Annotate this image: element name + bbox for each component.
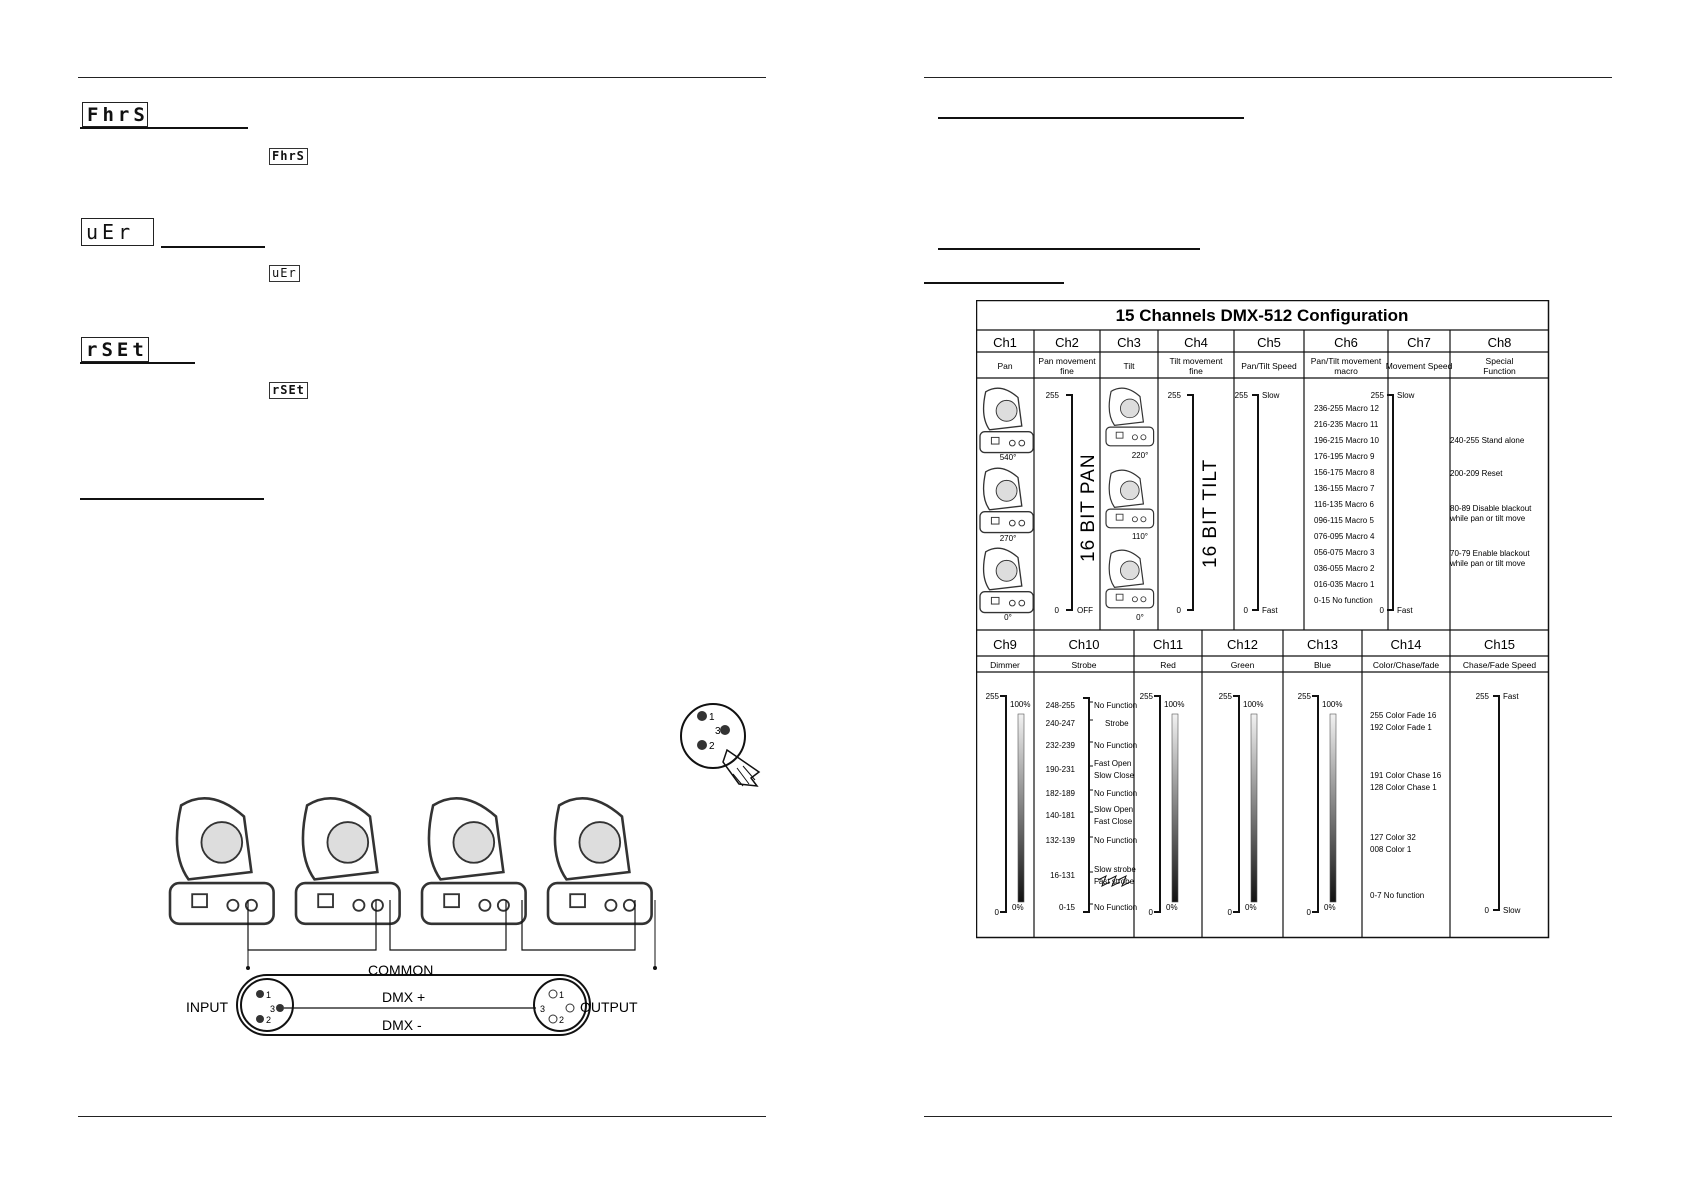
dimmer-fader-top: 255	[985, 692, 999, 701]
channel-header: Ch7	[1407, 335, 1431, 350]
color-chase-item: 128 Color Chase 1	[1370, 783, 1437, 792]
color-chase-item: 191 Color Chase 16	[1370, 771, 1442, 780]
tilt-angle-label: 0°	[1136, 613, 1144, 622]
fixture-lens	[327, 822, 368, 863]
pan-fine-off: OFF	[1077, 606, 1093, 615]
fixture-lens	[996, 480, 1017, 501]
fixture-lens	[201, 822, 242, 863]
channel-function: Function	[1483, 366, 1516, 376]
header-rule	[78, 77, 766, 78]
pin-label: 2	[709, 741, 715, 752]
channel-header: Ch8	[1487, 335, 1512, 350]
input-label: INPUT	[186, 999, 228, 1015]
macro-item: 096-115 Macro 5	[1314, 516, 1374, 525]
fixture-connector	[1009, 440, 1015, 446]
fixture-connector	[353, 900, 364, 911]
tilt-fine-vertical: 16 BIT TILT	[1200, 458, 1221, 568]
fixture-base	[422, 883, 526, 924]
green-fader-bottom: 0	[1227, 908, 1232, 917]
pt-speed-slow: Slow	[1262, 391, 1280, 400]
tilt-angle-label: 110°	[1132, 532, 1148, 541]
pan-fine-bottom: 0	[1054, 606, 1059, 615]
channel-function: Tilt	[1123, 361, 1135, 371]
strobe-label: Fast Close	[1094, 817, 1133, 826]
strobe-range: 190-231	[1045, 765, 1075, 774]
green-fader-lo: 0%	[1245, 903, 1257, 912]
dmx-plus-label: DMX +	[382, 989, 426, 1005]
fixture-connector	[1141, 435, 1146, 440]
display-ver: uEr	[81, 218, 154, 246]
channel-header: Ch6	[1334, 335, 1358, 350]
heading-underline	[938, 117, 1244, 119]
channel-function: Blue	[1313, 660, 1332, 670]
footer-rule	[924, 1116, 1612, 1117]
chase-speed-top: 255	[1475, 692, 1489, 701]
inline-display-rset: rSEt	[269, 382, 308, 399]
red-fader-gradient	[1172, 714, 1178, 902]
strobe-label: No Function	[1094, 789, 1138, 798]
fixture-lens	[579, 822, 620, 863]
dimmer-fader-hi: 100%	[1010, 700, 1031, 709]
channel-function: Pan/Tilt movement	[1310, 356, 1382, 366]
channel-function: Tilt movement	[1169, 356, 1223, 366]
fixture-socket	[318, 894, 333, 907]
pan-fine-vertical: 16 BIT PAN	[1078, 453, 1099, 562]
channel-function: Color/Chase/fade	[1372, 660, 1440, 670]
green-fader-hi: 100%	[1243, 700, 1264, 709]
color-chase-item: 192 Color Fade 1	[1370, 723, 1432, 732]
fixture-lens	[1120, 561, 1139, 580]
channel-function: Pan	[997, 361, 1013, 371]
channel-header: Ch13	[1306, 637, 1339, 652]
tilt-fine-bottom: 0	[1176, 606, 1181, 615]
macro-item: 116-135 Macro 6	[1314, 500, 1374, 509]
channel-header: Ch4	[1184, 335, 1208, 350]
fixture-connector	[1132, 597, 1137, 602]
pin-label: 3	[270, 1004, 276, 1014]
macro-item: 016-035 Macro 1	[1314, 580, 1375, 589]
green-fader-gradient	[1251, 714, 1257, 902]
fixture-lens	[996, 560, 1017, 581]
pin-label: 2	[559, 1015, 565, 1025]
fixture-connector	[1132, 435, 1137, 440]
fixture-socket	[1116, 432, 1123, 438]
heading-underline	[80, 498, 264, 500]
channel-header: Ch14	[1390, 637, 1422, 652]
move-speed-top: 255	[1370, 391, 1384, 400]
macro-item: 216-235 Macro 11	[1314, 420, 1379, 429]
red-fader-lo: 0%	[1166, 903, 1178, 912]
strobe-range: 240-247	[1045, 719, 1075, 728]
fixture-sketch	[548, 798, 652, 924]
strobe-label: Strobe	[1105, 719, 1129, 728]
channel-header: Ch5	[1257, 335, 1281, 350]
left-page	[0, 0, 842, 1191]
pan-angle-label: 0°	[1004, 613, 1012, 622]
channel-function: Pan movement	[1038, 356, 1096, 366]
fixture-base	[980, 512, 1033, 533]
heading-underline	[938, 248, 1200, 250]
channel-function: Special	[1485, 356, 1514, 366]
fixture-connector	[1009, 600, 1015, 606]
fixture-base	[1106, 509, 1154, 528]
pan-fine-top: 255	[1045, 391, 1059, 400]
macro-item: 196-215 Macro 10	[1314, 436, 1379, 445]
fixture-socket	[444, 894, 459, 907]
fixture-socket	[1116, 514, 1123, 520]
heading-underline	[924, 282, 1064, 284]
channel-header: Ch2	[1055, 335, 1079, 350]
channel-function: Red	[1160, 660, 1176, 670]
macro-item: 036-055 Macro 2	[1314, 564, 1375, 573]
fixture-connector	[227, 900, 238, 911]
fixture-socket	[991, 437, 999, 444]
channel-header: Ch10	[1068, 637, 1100, 652]
macro-item: 176-195 Macro 9	[1314, 452, 1375, 461]
channel-header: Ch1	[993, 335, 1017, 350]
fixture-lens	[453, 822, 494, 863]
pin-label: 1	[709, 712, 715, 723]
strobe-range: 0-15	[1058, 903, 1075, 912]
heading-underline	[161, 246, 265, 248]
tilt-fine-top: 255	[1167, 391, 1181, 400]
move-speed-bottom: 0	[1379, 606, 1384, 615]
strobe-label: No Function	[1094, 903, 1138, 912]
fixture-base	[296, 883, 400, 924]
fixture-lens	[1120, 399, 1139, 418]
strobe-range: 16-131	[1050, 871, 1075, 880]
strobe-label: No Function	[1094, 701, 1138, 710]
strobe-range: 232-239	[1045, 741, 1075, 750]
strobe-label: Fast Open	[1094, 759, 1132, 768]
pin-label: 1	[559, 990, 565, 1000]
color-chase-item: 008 Color 1	[1370, 845, 1412, 854]
fixture-lens	[996, 400, 1017, 421]
fixture-connector	[624, 900, 635, 911]
blue-fader-bottom: 0	[1306, 908, 1311, 917]
inline-display-ver: uEr	[269, 265, 300, 282]
channel-function: fine	[1189, 366, 1203, 376]
dimmer-fader-lo: 0%	[1012, 903, 1024, 912]
fixture-base	[1106, 427, 1154, 446]
display-fhrs: FhrS	[82, 102, 148, 127]
special-item-cont: while pan or tilt move	[1450, 514, 1526, 523]
strobe-label: No Function	[1094, 836, 1138, 845]
color-chase-item: 127 Color 32	[1370, 833, 1416, 842]
pin-label: 3	[540, 1004, 546, 1014]
fixture-connector	[1141, 597, 1146, 602]
output-label: OUTPUT	[580, 999, 638, 1015]
special-item: 80-89 Disable blackout	[1450, 504, 1532, 513]
dmx-daisy-chain-diagram	[160, 790, 680, 1045]
pan-angle-label: 540°	[999, 453, 1017, 462]
strobe-label: Slow Close	[1094, 771, 1135, 780]
fixture-sketch	[296, 798, 400, 924]
strobe-label: Slow strobe	[1094, 865, 1136, 874]
fixture-socket	[192, 894, 207, 907]
color-chase-item: 0-7 No function	[1370, 891, 1425, 900]
channel-function: Chase/Fade Speed	[1462, 660, 1537, 670]
channel-function: Pan/Tilt Speed	[1241, 361, 1297, 371]
fixture-base	[980, 592, 1033, 613]
fixture-connector	[498, 900, 509, 911]
macro-item: 0-15 No function	[1314, 596, 1373, 605]
strobe-label: Fast strobe	[1094, 877, 1135, 886]
fixture-connector	[372, 900, 383, 911]
dmx-channel-chart	[976, 300, 1550, 940]
strobe-label: Slow Open	[1094, 805, 1134, 814]
fixture-socket	[570, 894, 585, 907]
macro-item: 136-155 Macro 7	[1314, 484, 1375, 493]
strobe-range: 140-181	[1045, 811, 1075, 820]
chase-speed-fast: Fast	[1503, 692, 1519, 701]
macro-item: 076-095 Macro 4	[1314, 532, 1375, 541]
fixture-base	[548, 883, 652, 924]
channel-function: Dimmer	[990, 660, 1020, 670]
red-fader-bottom: 0	[1148, 908, 1153, 917]
dimmer-fader-gradient	[1018, 714, 1024, 902]
moving-head-fixtures	[170, 798, 652, 924]
channel-function: Green	[1230, 660, 1255, 670]
inline-display-fhrs: FhrS	[269, 148, 308, 165]
pt-speed-top: 255	[1234, 391, 1248, 400]
fixture-lens	[1120, 481, 1139, 500]
pt-speed-fast: Fast	[1262, 606, 1278, 615]
tilt-angle-label: 220°	[1131, 451, 1149, 460]
pan-angle-label: 270°	[999, 534, 1017, 543]
special-item: 70-79 Enable blackout	[1450, 549, 1530, 558]
xlr-connector-icon	[677, 700, 767, 790]
channel-function: Movement Speed	[1385, 361, 1453, 371]
fixture-base	[980, 432, 1033, 453]
strobe-range: 132-139	[1045, 836, 1075, 845]
green-fader-top: 255	[1218, 692, 1232, 701]
red-fader-top: 255	[1139, 692, 1153, 701]
pin-label: 2	[266, 1015, 272, 1025]
strobe-range: 248-255	[1045, 701, 1075, 710]
right-page	[842, 0, 1685, 1191]
special-item: 240-255 Stand alone	[1450, 436, 1525, 445]
footer-rule	[78, 1116, 766, 1117]
fixture-sketch	[170, 798, 274, 924]
channel-function: Strobe	[1071, 660, 1097, 670]
fixture-connector	[605, 900, 616, 911]
move-speed-slow: Slow	[1397, 391, 1415, 400]
channel-function: fine	[1060, 366, 1074, 376]
special-item: 200-209 Reset	[1450, 469, 1503, 478]
channel-header: Ch15	[1483, 637, 1516, 652]
chart-title: 15 Channels DMX-512 Configuration	[1115, 306, 1409, 325]
header-rule	[924, 77, 1612, 78]
pt-speed-bottom: 0	[1243, 606, 1248, 615]
pin-label: 3	[715, 726, 721, 737]
blue-fader-hi: 100%	[1322, 700, 1343, 709]
dimmer-fader-bottom: 0	[994, 908, 999, 917]
fixture-base	[1106, 589, 1154, 608]
common-label: COMMON	[368, 962, 434, 978]
display-rset: rSEt	[81, 337, 149, 362]
macro-item: 156-175 Macro 8	[1314, 468, 1375, 477]
fixture-base	[170, 883, 274, 924]
fixture-sketch	[422, 798, 526, 924]
strobe-range: 182-189	[1045, 789, 1075, 798]
fixture-connector	[1141, 517, 1146, 522]
channel-header: Ch11	[1152, 637, 1184, 652]
fixture-socket	[991, 597, 999, 604]
dmx-minus-label: DMX -	[382, 1017, 422, 1033]
fixture-socket	[1116, 594, 1123, 600]
fixture-socket	[991, 517, 999, 524]
channel-header: Ch3	[1117, 335, 1141, 350]
pin-label: 1	[266, 990, 272, 1000]
blue-fader-top: 255	[1297, 692, 1311, 701]
channel-function: macro	[1334, 366, 1358, 376]
move-speed-fast: Fast	[1397, 606, 1413, 615]
fixture-connector	[1019, 600, 1025, 606]
fixture-connector	[1019, 520, 1025, 526]
blue-fader-gradient	[1330, 714, 1336, 902]
chase-speed-slow: Slow	[1503, 906, 1521, 915]
fixture-connector	[1132, 517, 1137, 522]
macro-item: 236-255 Macro 12	[1314, 404, 1379, 413]
strobe-label: No Function	[1094, 741, 1138, 750]
fixture-connector	[1019, 440, 1025, 446]
heading-underline	[80, 362, 195, 364]
special-item-cont: while pan or tilt move	[1450, 559, 1526, 568]
fixture-connector	[479, 900, 490, 911]
chase-speed-bottom: 0	[1484, 906, 1489, 915]
red-fader-hi: 100%	[1164, 700, 1185, 709]
color-chase-item: 255 Color Fade 16	[1370, 711, 1437, 720]
channel-header: Ch9	[993, 637, 1017, 652]
heading-underline	[80, 127, 248, 129]
channel-header: Ch12	[1226, 637, 1259, 652]
macro-item: 056-075 Macro 3	[1314, 548, 1375, 557]
fixture-connector	[1009, 520, 1015, 526]
blue-fader-lo: 0%	[1324, 903, 1336, 912]
